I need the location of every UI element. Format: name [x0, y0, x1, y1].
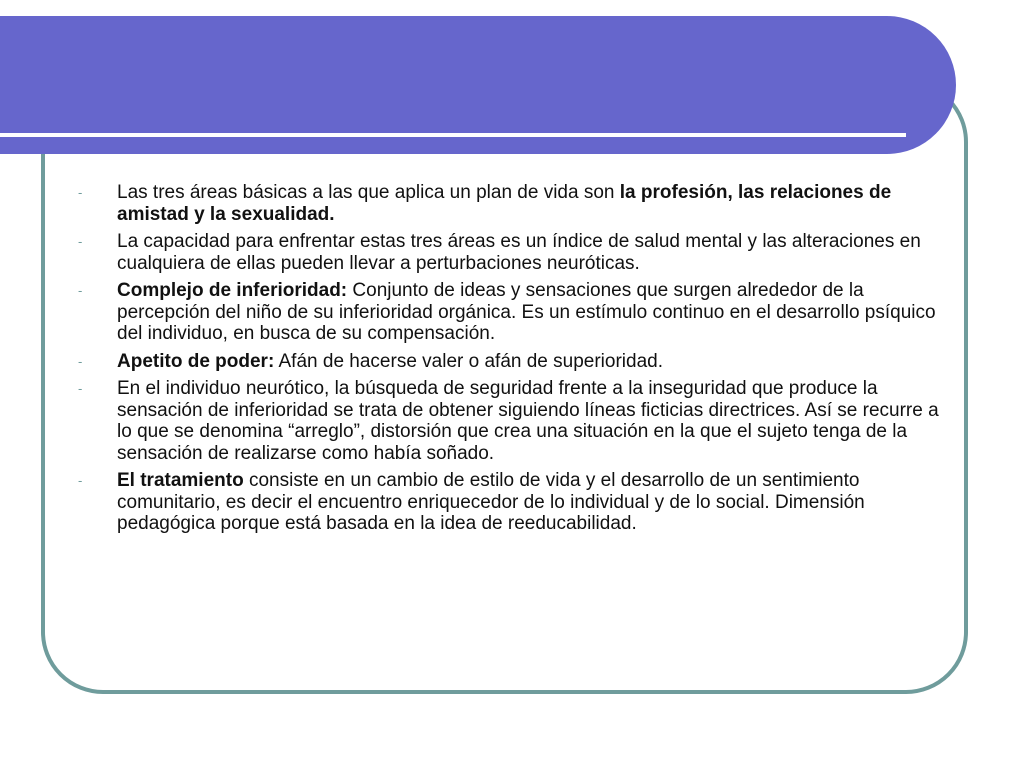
bullet-text: Las tres áreas básicas a las que aplica un plan de vida son — [117, 182, 620, 203]
bullet-dash-icon: - — [78, 234, 83, 249]
bullet-text: Conjunto de ideas y sensaciones que surgen alrededor de la percepción del niño de su inferioridad orgánica. Es un estímulo continuo en el desarrollo psíquico del individuo, en busca de su compensación. — [117, 280, 936, 344]
bullet-dash-icon: - — [78, 381, 83, 396]
bullet-bold-term: Apetito de poder: — [117, 350, 275, 372]
bullet-text: Afán de hacerse valer o afán de superioridad. — [274, 350, 663, 372]
bullet-item-treatment — [78, 470, 948, 535]
bullet-bold-text: la profesión, las relaciones de amistad y la sexualidad. — [117, 182, 892, 225]
bullet-text: La capacidad para enfrentar estas tres áreas es un índice de salud mental y las alteraciones en cualquiera de ellas pueden llevar a perturbaciones neuróticas. — [117, 231, 921, 274]
bullet-dash-icon: - — [78, 283, 83, 298]
bullet-bold-term: Complejo de inferioridad: — [117, 280, 348, 301]
bullet-item-life-areas — [78, 182, 948, 225]
bullet-item-neurotic-individual — [78, 378, 948, 464]
bullet-bold-term: El tratamiento — [117, 470, 244, 491]
bullet-list — [78, 182, 948, 541]
bullet-item-mental-health — [78, 231, 948, 274]
bullet-dash-icon: - — [78, 185, 83, 200]
bullet-item-power-appetite — [78, 351, 948, 373]
bullet-text: consiste en un cambio de estilo de vida y el desarrollo de un sentimiento comunitario, es decir el encuentro enriquecedor de lo individual y de lo social. Dimensión pedagógica porque está basada en la idea de reeducabilidad. — [117, 470, 865, 534]
banner-divider-line — [0, 133, 906, 137]
bullet-dash-icon: - — [78, 473, 83, 488]
bullet-dash-icon: - — [78, 353, 83, 369]
bullet-item-inferiority-complex — [78, 280, 948, 345]
bullet-text: En el individuo neurótico, la búsqueda de seguridad frente a la inseguridad que produce la sensación de inferioridad se trata de obtener siguiendo líneas ficticias directrices. Así se recurre a lo que se denomina “arreglo”, distorsión que crea una situación en la que el sujeto tenga de la sensación de realizarse como había soñado. — [117, 378, 939, 464]
